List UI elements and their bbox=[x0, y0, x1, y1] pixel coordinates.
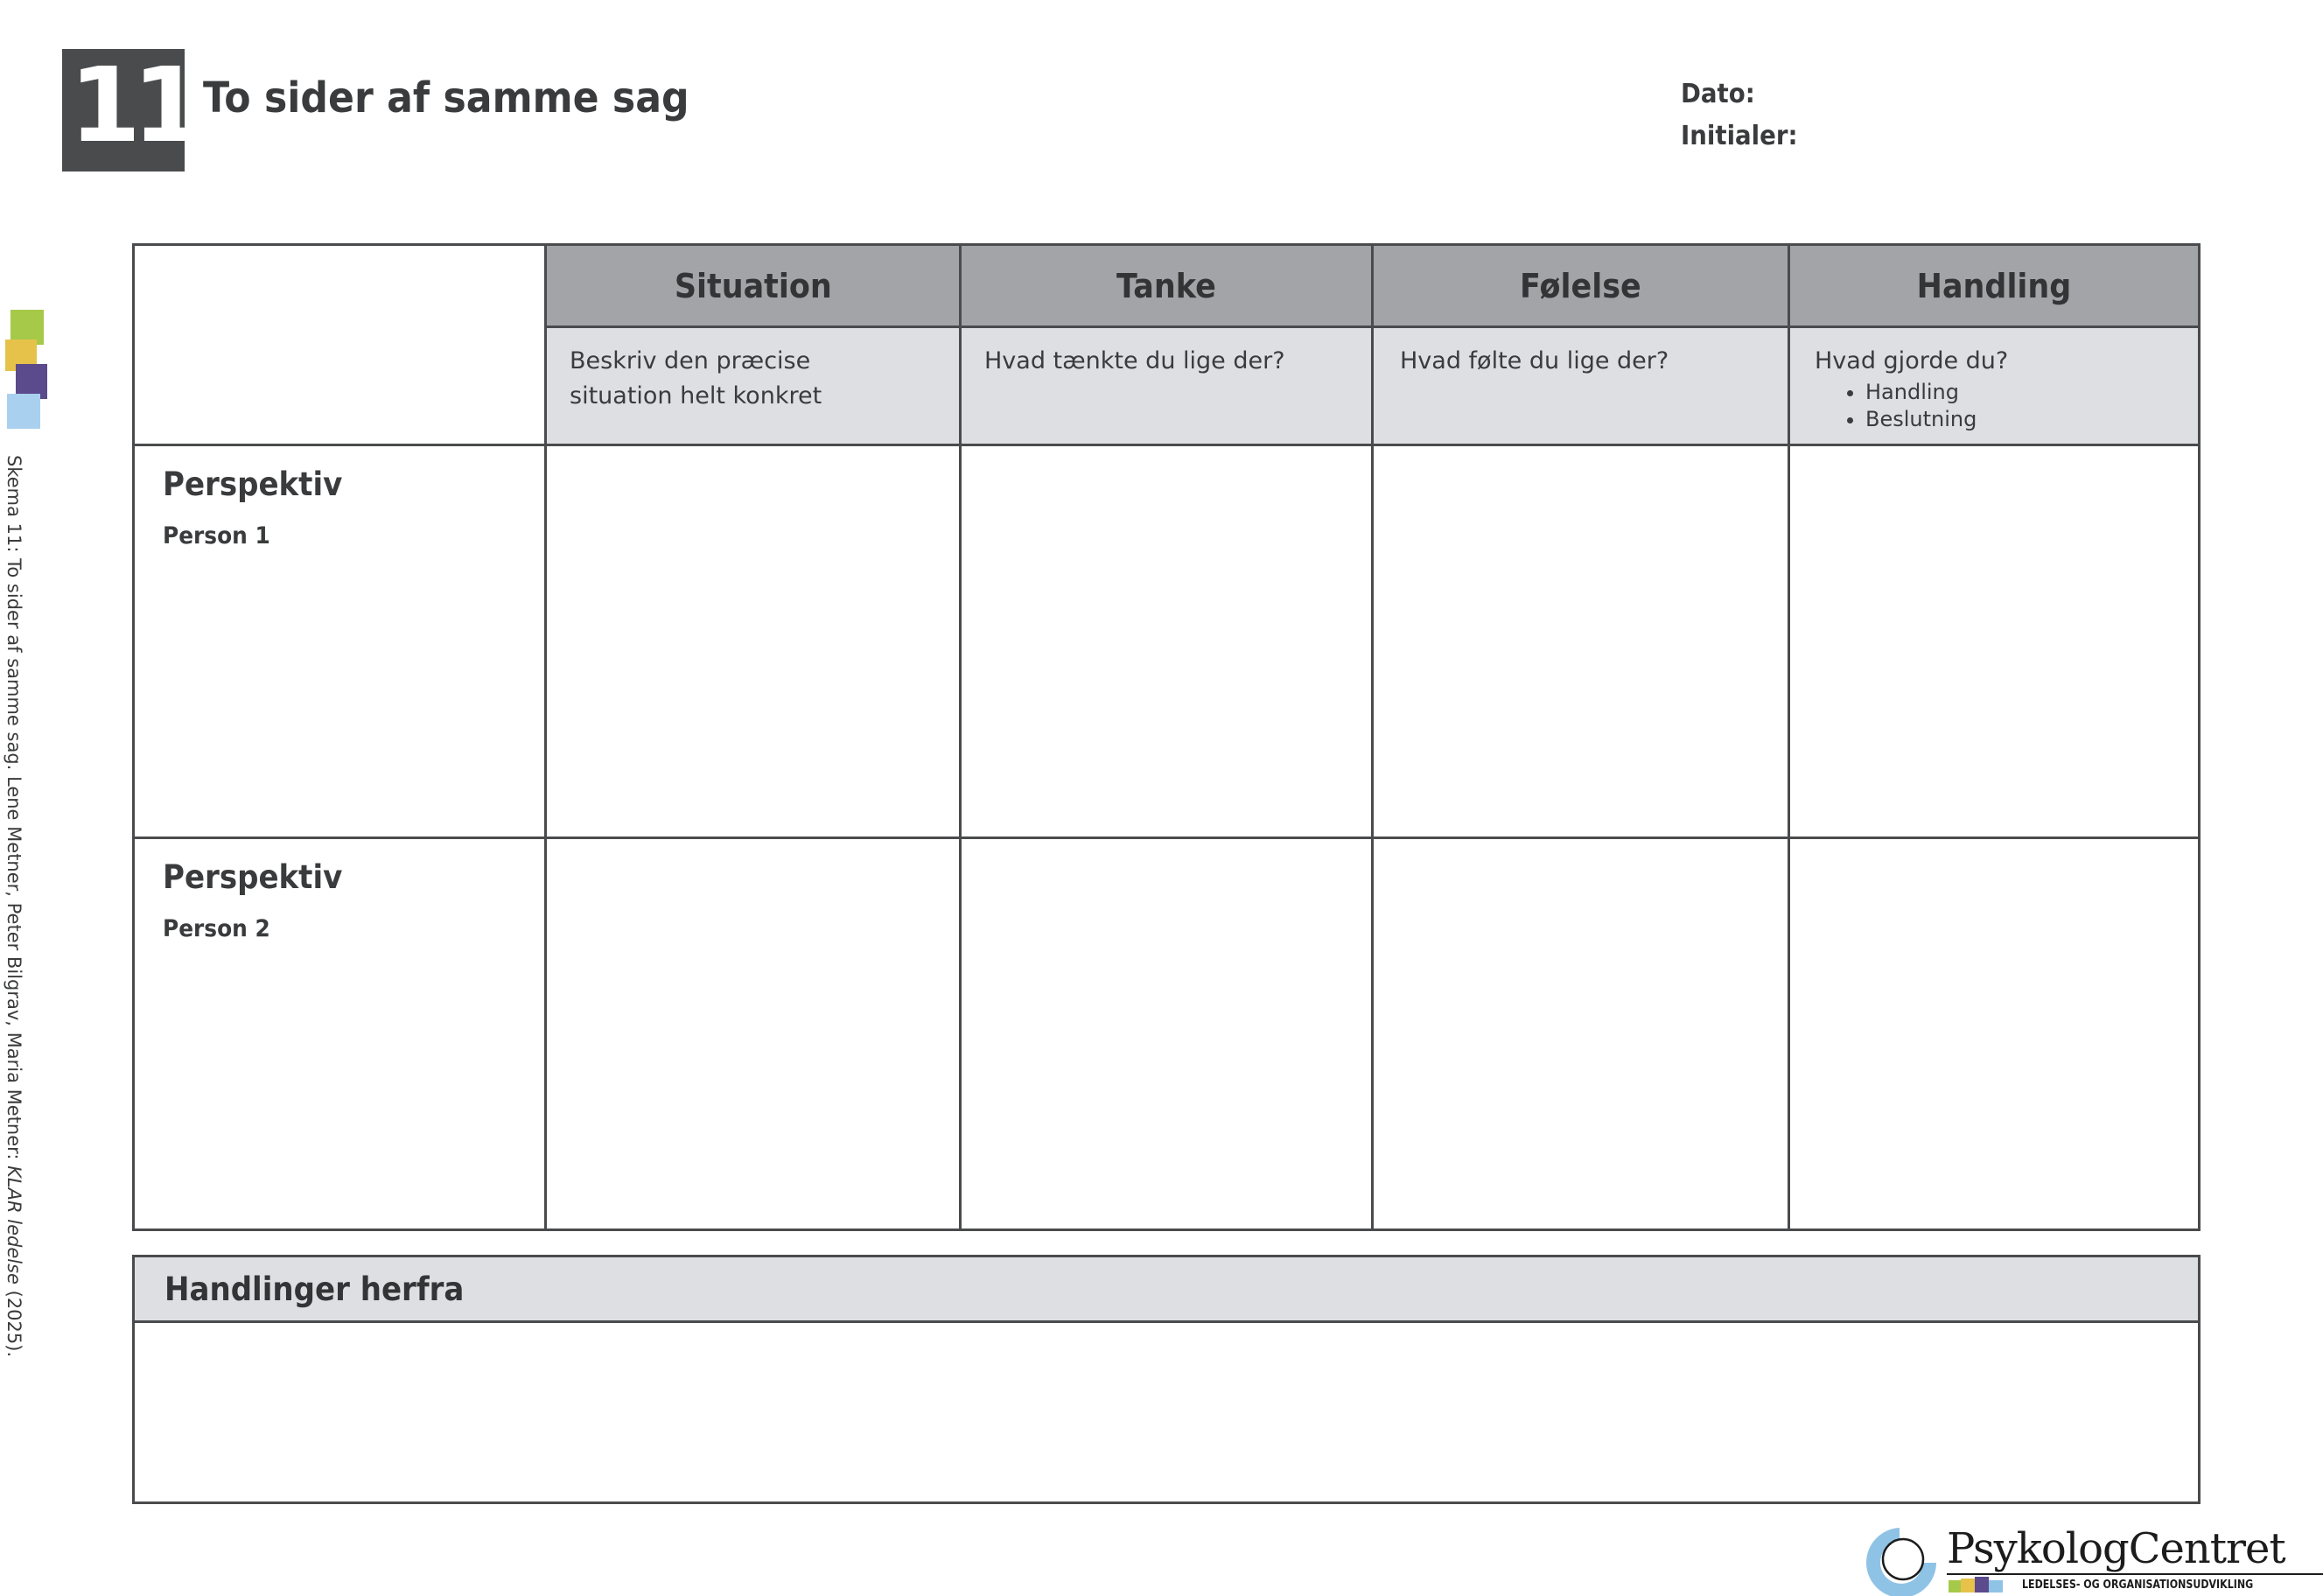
form-number-box bbox=[62, 45, 196, 172]
column-header-label: Situation bbox=[674, 266, 832, 305]
logo-circle-icon bbox=[1859, 1522, 1947, 1595]
column-header-situation bbox=[544, 243, 962, 328]
date-label: Dato: bbox=[1681, 79, 1755, 109]
column-header-folelse bbox=[1371, 243, 1790, 328]
prompt-folelse bbox=[1371, 326, 1790, 446]
row-title: Perspektiv bbox=[163, 858, 343, 896]
prompt-handling bbox=[1788, 326, 2201, 446]
actions-title: Handlinger herfra bbox=[164, 1270, 465, 1308]
cell-person-1-folelse[interactable] bbox=[1371, 444, 1790, 839]
row-title: Perspektiv bbox=[163, 466, 343, 503]
column-header-label: Handling bbox=[1916, 266, 2072, 305]
logo-tagline: LEDELSES- OG ORGANISATIONSUDVIKLING bbox=[2022, 1578, 2254, 1592]
klar-mini-logo-icon bbox=[1947, 1577, 2017, 1596]
row-subtitle: Person 2 bbox=[163, 915, 270, 942]
prompt-text: Hvad tænkte du lige der? bbox=[984, 347, 1285, 374]
bullet-item: • Beslutning bbox=[1865, 406, 2175, 433]
column-header-label: Tanke bbox=[1116, 266, 1216, 305]
reflection-table bbox=[132, 243, 2201, 1231]
cell-person-2-tanke[interactable] bbox=[959, 836, 1374, 1231]
row-header-person-1 bbox=[132, 444, 547, 839]
prompt-text: Beskriv den præcise situation helt konkret bbox=[570, 347, 822, 410]
cell-person-2-handling[interactable] bbox=[1788, 836, 2201, 1231]
prompt-text: Hvad gjorde du? bbox=[1815, 347, 2009, 374]
cell-person-1-handling[interactable] bbox=[1788, 444, 2201, 839]
side-citation-main: Skema 11: To sider af samme sag. Lene Metner, Peter Bilgrav, Maria Metner: bbox=[3, 455, 24, 1166]
form-number: 11 bbox=[69, 45, 196, 165]
corner-cell bbox=[132, 243, 547, 446]
prompt-situation bbox=[544, 326, 962, 446]
column-header-handling bbox=[1788, 243, 2201, 328]
psykologcentret-logo bbox=[1859, 1522, 2285, 1595]
column-header-tanke bbox=[959, 243, 1374, 328]
side-citation bbox=[3, 455, 24, 1357]
prompt-tanke bbox=[959, 326, 1374, 446]
row-header-person-2 bbox=[132, 836, 547, 1231]
prompt-text: Hvad følte du lige der? bbox=[1400, 347, 1669, 374]
initials-label: Initialer: bbox=[1681, 121, 1798, 151]
cell-person-1-situation[interactable] bbox=[544, 444, 962, 839]
side-citation-book: KLAR ledelse bbox=[3, 1166, 24, 1284]
cell-person-2-folelse[interactable] bbox=[1371, 836, 1790, 1231]
cell-person-1-tanke[interactable] bbox=[959, 444, 1374, 839]
bullet-item: • Handling bbox=[1865, 379, 2175, 406]
actions-header bbox=[132, 1255, 2201, 1323]
prompt-bullets bbox=[1815, 379, 2175, 433]
cell-person-2-situation[interactable] bbox=[544, 836, 962, 1231]
column-header-label: Følelse bbox=[1520, 266, 1641, 305]
logo-underline bbox=[1947, 1573, 2323, 1575]
side-citation-year: (2025). bbox=[3, 1284, 24, 1358]
page-title: To sider af samme sag bbox=[203, 74, 689, 122]
row-subtitle: Person 1 bbox=[163, 522, 270, 550]
logo-name: PsykologCentret bbox=[1947, 1524, 2285, 1573]
actions-field[interactable] bbox=[132, 1320, 2201, 1504]
